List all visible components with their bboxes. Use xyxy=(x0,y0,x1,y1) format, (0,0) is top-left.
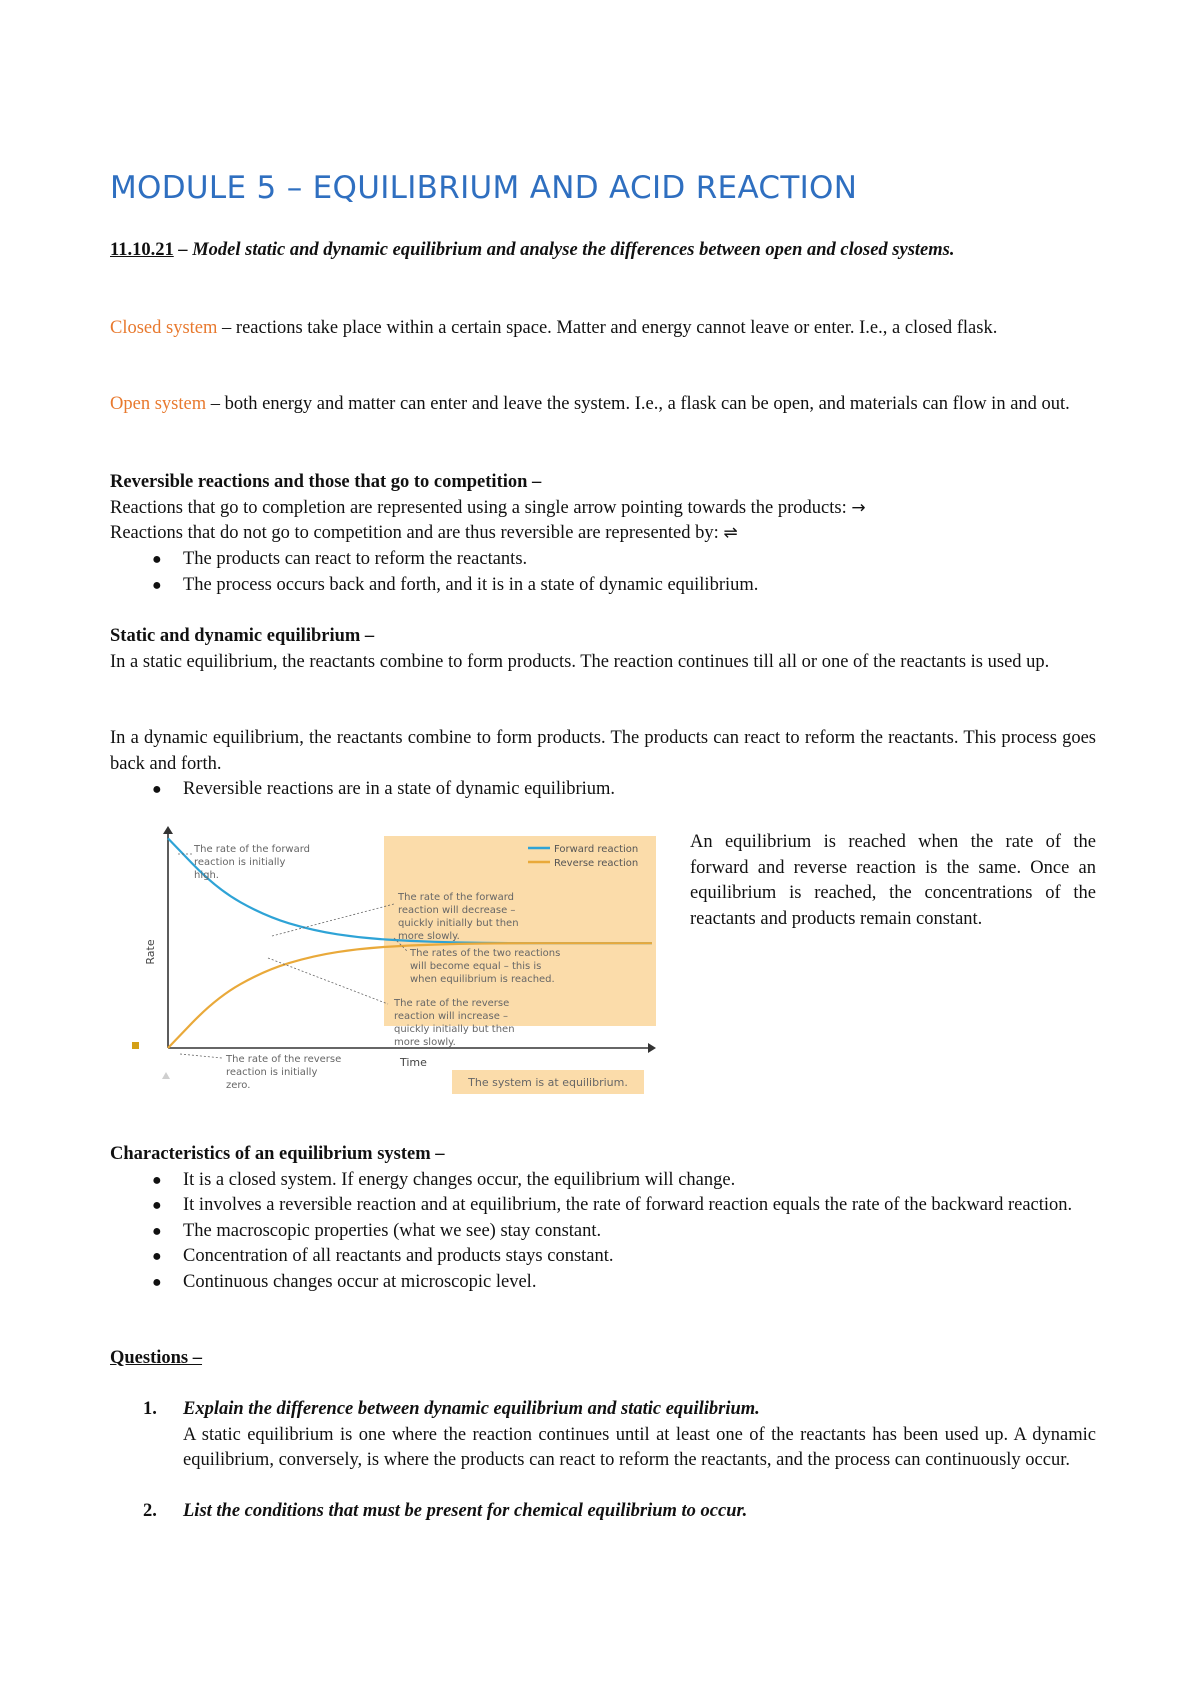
static-paragraph: In a static equilibrium, the reactants combine to form products. The reaction continues till all or one of the reactants is used up. xyxy=(110,651,1050,672)
annotation-leader xyxy=(180,1054,222,1058)
question-text: Explain the difference between dynamic equilibrium and static equilibrium. xyxy=(183,1399,760,1419)
answer-text: A static equilibrium is one where the reaction continues until at least one of the reactants has been used up. A dynamic equilibrium, conversely, is where the products can react to reform the reactants, and the process can continuously occur. xyxy=(183,1424,1096,1470)
list-item xyxy=(110,1270,1096,1296)
list-item-text: It is a closed system. If energy changes occur, the equilibrium will change. xyxy=(183,1169,736,1190)
reversible-heading xyxy=(110,470,1096,496)
reversible-bullets xyxy=(110,547,1096,598)
list-item-text: The macroscopic properties (what we see) stay constant. xyxy=(183,1220,602,1241)
question-text: List the conditions that must be present for chemical equilibrium to occur. xyxy=(183,1501,748,1521)
bullet-icon: ● xyxy=(152,1171,162,1189)
characteristics-bullets xyxy=(110,1168,1096,1296)
annotation-rates-equal xyxy=(409,948,560,985)
questions-heading-text: Questions – xyxy=(110,1348,203,1368)
annotation-text: The rate of the forward xyxy=(194,844,311,855)
list-item xyxy=(110,777,1096,803)
annotation-text-line: quickly initially but then xyxy=(398,918,519,929)
list-item-text: The products can react to reform the reactants. xyxy=(183,549,528,569)
equilibrium-arrow-icon: ⇌ xyxy=(723,523,738,543)
reversible-line-2 xyxy=(110,521,1096,547)
question-number: 1. xyxy=(143,1399,157,1419)
questions-heading xyxy=(110,1346,1096,1372)
bullet-icon: ● xyxy=(152,1197,162,1214)
characteristics-heading-text: Characteristics of an equilibrium system – xyxy=(110,1144,445,1164)
list-item xyxy=(110,573,1096,599)
page-title: MODULE 5 – EQUILIBRIUM AND ACID REACTION xyxy=(110,170,858,206)
small-marker-icon xyxy=(132,1042,139,1049)
question-number: 2. xyxy=(143,1501,157,1521)
outcome-code: 11.10.21 xyxy=(110,240,174,260)
static-dynamic-bullets xyxy=(110,777,1096,803)
annotation-leader xyxy=(272,904,394,936)
x-axis-label: Time xyxy=(400,1056,427,1069)
annotation-text: The rate of the reverse xyxy=(394,998,510,1009)
annotation-reverse-initial xyxy=(225,1054,341,1091)
open-system-term: Open system xyxy=(110,394,207,414)
outcome-paragraph xyxy=(110,238,1096,264)
list-item-text: Reversible reactions are in a state of dynamic equilibrium. xyxy=(183,779,616,799)
small-triangle-icon xyxy=(162,1072,170,1079)
annotation-text: The rates of the two reactions xyxy=(410,948,561,959)
list-item xyxy=(110,1397,1096,1474)
legend-reverse-label: Reverse reaction xyxy=(554,858,639,869)
reversible-line-1-text: Reactions that go to completion are represented using a single arrow pointing towards the products: xyxy=(110,497,852,518)
list-item xyxy=(110,1499,1096,1525)
outcome-text: – Model static and dynamic equilibrium and analyse the differences between open and closed systems. xyxy=(173,240,955,260)
reversible-line-1 xyxy=(110,496,1096,522)
static-dynamic-heading xyxy=(110,624,1096,650)
open-system-paragraph xyxy=(110,392,1096,418)
closed-system-paragraph xyxy=(110,316,1096,342)
annotation-text-line: reaction will decrease – xyxy=(398,905,516,916)
bullet-icon: ● xyxy=(152,1248,162,1265)
list-item-text: Concentration of all reactants and products stays constant. xyxy=(183,1246,614,1266)
reversible-heading-text: Reversible reactions and those that go to competition – xyxy=(110,472,542,492)
annotation-text: The rate of the reverse xyxy=(226,1054,342,1065)
list-item xyxy=(110,1219,1096,1245)
y-axis-label: Rate xyxy=(144,939,157,965)
bullet-icon: ● xyxy=(152,1273,162,1291)
annotation-text-line: more slowly. xyxy=(398,931,460,942)
bullet-icon: ● xyxy=(152,551,162,568)
equilibrium-rate-chart xyxy=(132,826,760,1094)
questions-list xyxy=(110,1397,1096,1550)
annotation-text-line: high. xyxy=(194,870,219,881)
list-item xyxy=(110,1244,1096,1270)
list-item-text: It involves a reversible reaction and at equilibrium, the rate of forward reaction equals the rate of the backward reaction. xyxy=(183,1195,1073,1215)
characteristics-heading xyxy=(110,1142,1096,1168)
static-dynamic-heading-text: Static and dynamic equilibrium – xyxy=(110,626,375,646)
annotation-text-line: reaction will increase – xyxy=(394,1011,509,1022)
list-item-text: The process occurs back and forth, and it is in a state of dynamic equilibrium. xyxy=(183,574,759,595)
list-item xyxy=(110,1193,1096,1219)
open-system-text: – both energy and matter can enter and leave the system. I.e., a flask can be open, and materials can flow in and out. xyxy=(206,394,1070,414)
annotation-forward-initial xyxy=(193,844,310,881)
annotation-text-line: will become equal – this is xyxy=(410,961,542,972)
annotation-at-equilibrium: The system is at equilibrium. xyxy=(468,1076,628,1089)
reversible-line-2-text: Reactions that do not go to competition and are thus reversible are represented by: xyxy=(110,523,724,543)
list-item-text: Continuous changes occur at microscopic level. xyxy=(183,1271,537,1292)
legend-forward-label: Forward reaction xyxy=(554,844,639,855)
list-item xyxy=(110,547,1096,573)
equilibrium-explanation: An equilibrium is reached when the rate of the forward and reverse reaction is the same. Once an equilibrium is reached, the concentrations of the reactants and products remain constant. xyxy=(690,832,1096,929)
annotation-text-line: more slowly. xyxy=(394,1037,456,1048)
y-axis-arrow-icon xyxy=(163,826,173,834)
closed-system-text: – reactions take place within a certain space. Matter and energy cannot leave or enter. I.e., a closed flask. xyxy=(217,318,998,338)
x-axis-arrow-icon xyxy=(648,1043,656,1053)
single-arrow-icon: → xyxy=(851,497,866,518)
annotation-text-line: reaction is initially xyxy=(226,1067,318,1078)
annotation-text: The rate of the forward xyxy=(398,892,515,903)
annotation-text-line: zero. xyxy=(226,1080,251,1091)
annotation-text-line: reaction is initially xyxy=(194,857,286,868)
closed-system-term: Closed system xyxy=(110,318,218,338)
list-item xyxy=(110,1168,1096,1194)
bullet-icon: ● xyxy=(152,1222,162,1240)
dynamic-paragraph: In a dynamic equilibrium, the reactants combine to form products. The products can react to reform the reactants. This process goes back and forth. xyxy=(110,728,1096,774)
annotation-text-line: when equilibrium is reached. xyxy=(410,974,555,985)
bullet-icon: ● xyxy=(152,781,162,798)
annotation-text-line: quickly initially but then xyxy=(394,1024,515,1035)
bullet-icon: ● xyxy=(152,576,162,594)
